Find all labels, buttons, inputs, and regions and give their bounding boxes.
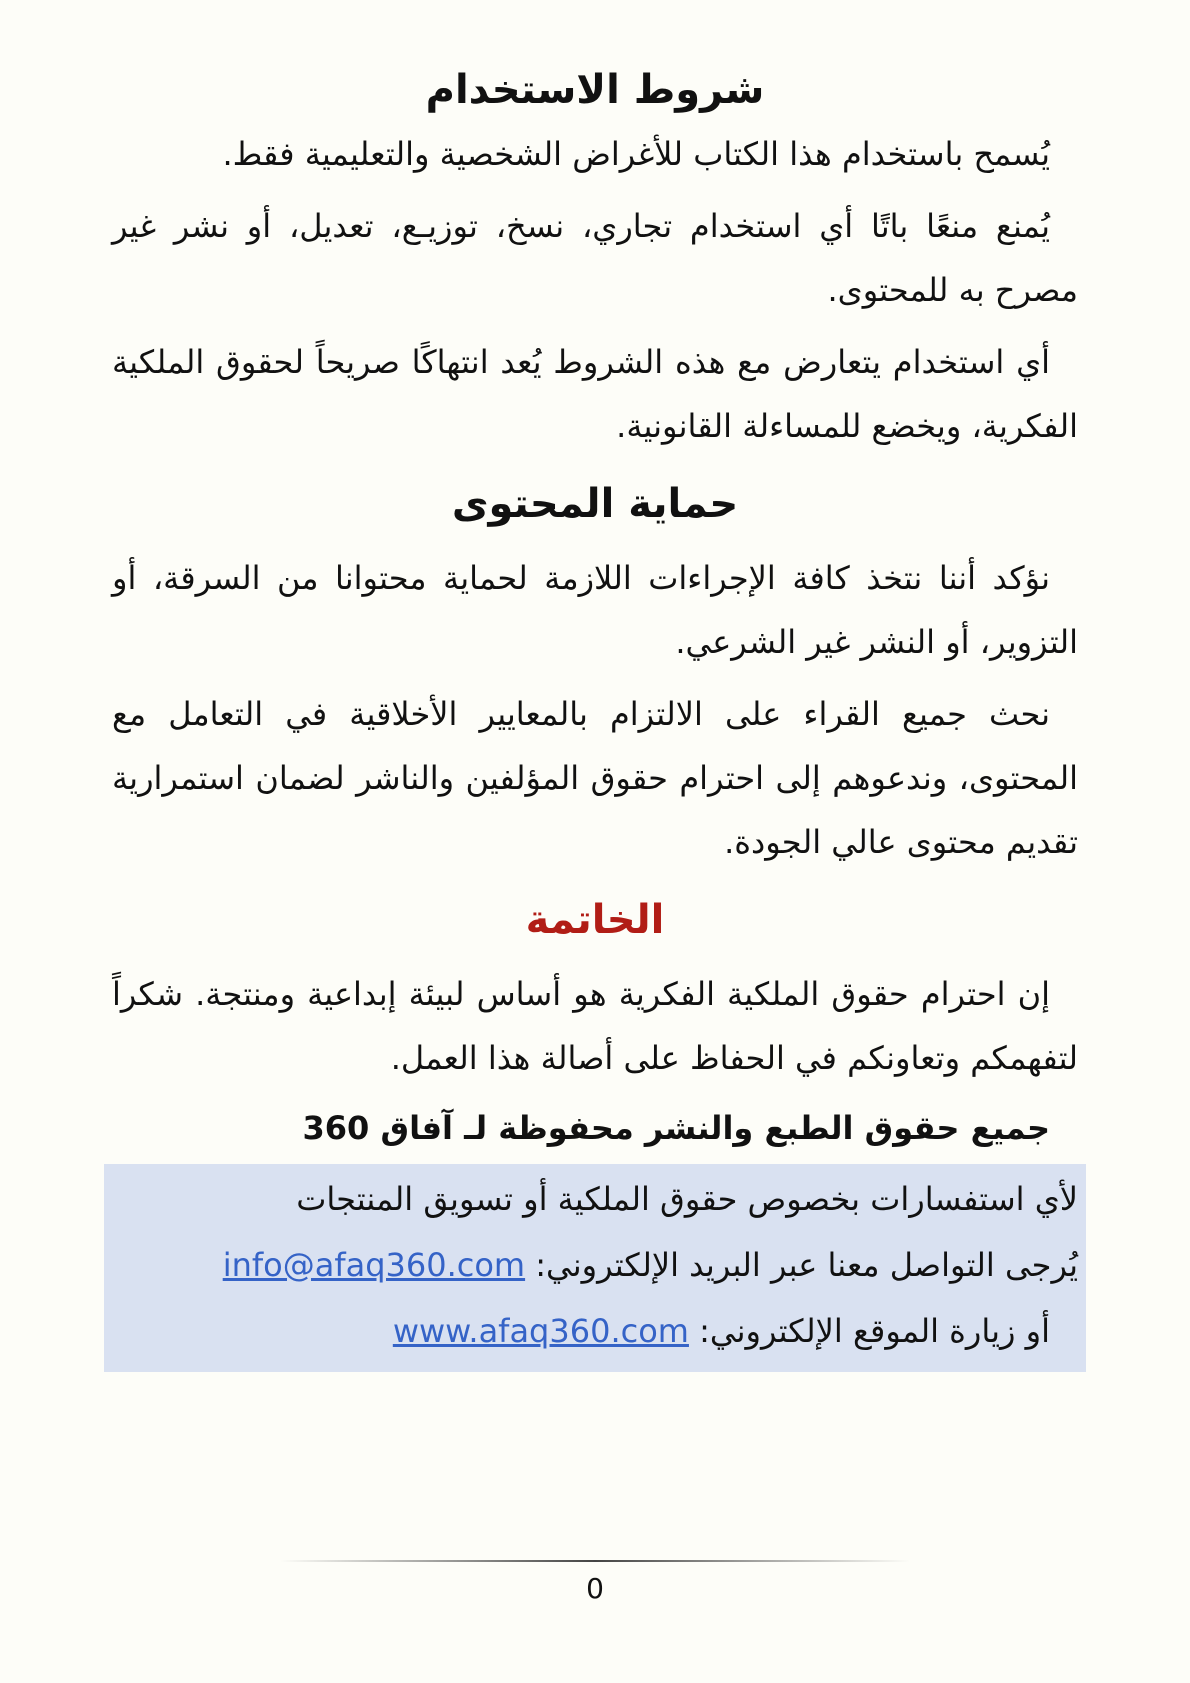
copyright-notice: جميع حقوق الطبع والنشر محفوظة لـ آفاق 360 (302, 1109, 1050, 1147)
contact-email-line (112, 1232, 1078, 1298)
contact-website-line (112, 1298, 1078, 1364)
protection-paragraph-1: نؤكد أننا نتخذ كافة الإجراءات اللازمة لحماية محتوانا من السرقة، أو التزوير، أو النشر غير الشرعي. (112, 559, 1078, 661)
terms-paragraph-2: يُمنع منعًا باتًا أي استخدام تجاري، نسخ، توزيـع، تعديل، أو نشر غير مصرح به للمحتوى. (112, 207, 1078, 309)
website-link[interactable]: www.afaq360.com (392, 1312, 689, 1350)
contact-website-prefix: أو زيارة الموقع الإلكتروني: (699, 1312, 1050, 1350)
conclusion-paragraph: إن احترام حقوق الملكية الفكرية هو أساس لبيئة إبداعية ومنتجة. شكراً لتفهمكم وتعاونكم في الحفاظ على أصالة هذا العمل. (112, 975, 1078, 1077)
footer-divider (280, 1560, 910, 1562)
contact-email-prefix: يُرجى التواصل معنا عبر البريد الإلكتروني: (535, 1246, 1078, 1284)
protection-paragraph-2: نحث جميع القراء على الالتزام بالمعايير الأخلاقية في التعامل مع المحتوى، وندعوهم إلى احترام حقوق المؤلفين والناشر لضمان استمرارية تقديم محتوى عالي الجودة. (112, 695, 1078, 861)
protection-heading: حماية المحتوى (451, 481, 739, 527)
contact-box (104, 1164, 1086, 1372)
email-link[interactable]: info@afaq360.com (222, 1246, 526, 1284)
terms-paragraph-3: أي استخدام يتعارض مع هذه الشروط يُعد انتهاكًا صريحاً لحقوق الملكية الفكرية، ويخضع للمساءلة القانونية. (112, 343, 1078, 445)
page-content (112, 58, 1078, 1372)
terms-heading: شروط الاستخدام (425, 67, 765, 113)
page-number: 0 (586, 1572, 604, 1605)
contact-intro: لأي استفسارات بخصوص حقوق الملكية أو تسويق المنتجات (296, 1180, 1078, 1218)
terms-paragraph-1: يُسمح باستخدام هذا الكتاب للأغراض الشخصية والتعليمية فقط. (222, 135, 1050, 173)
conclusion-heading: الخاتمة (525, 897, 665, 943)
